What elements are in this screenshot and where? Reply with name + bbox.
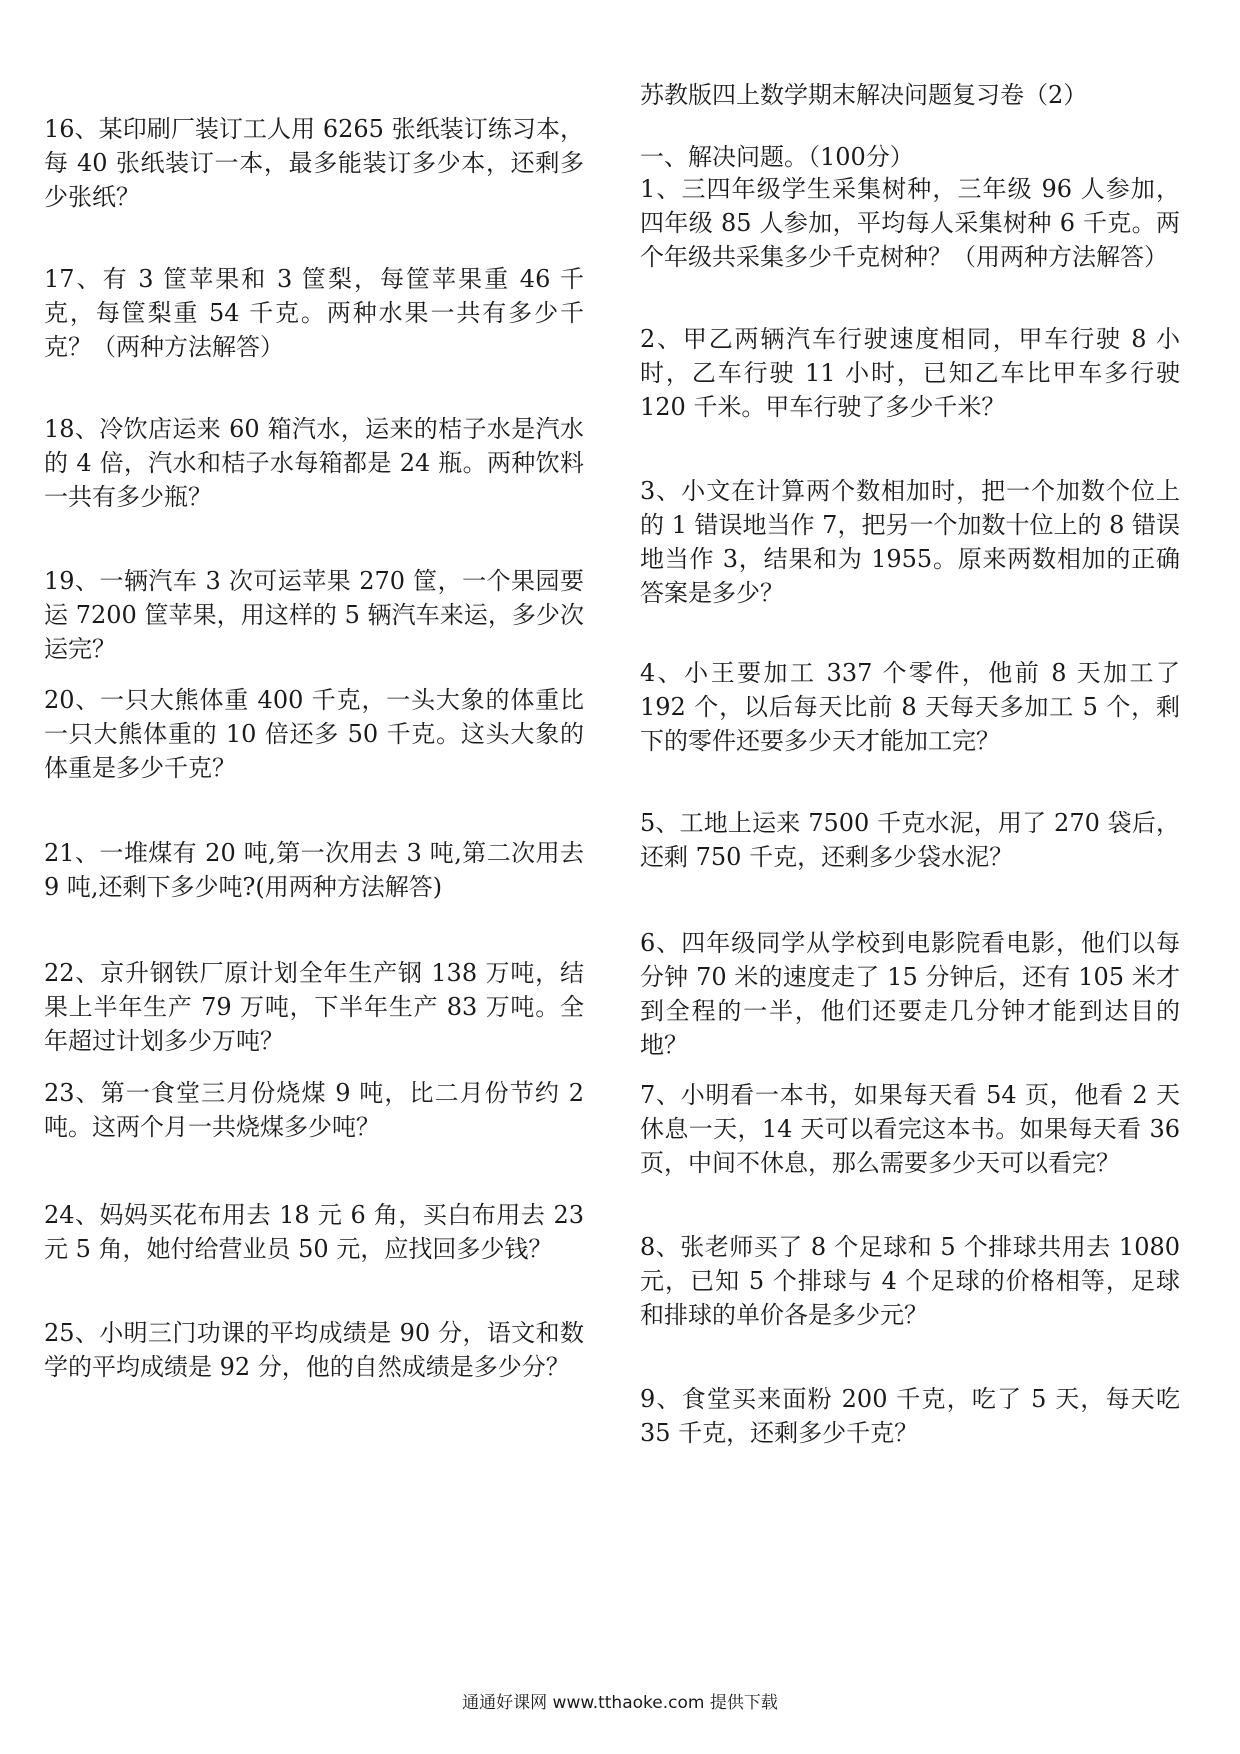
question-25: 25、小明三门功课的平均成绩是 90 分，语文和数学的平均成绩是 92 分，他的自然成绩是多少分？ [44, 1319, 584, 1381]
question-8: 8、张老师买了 8 个足球和 5 个排球共用去 1080 元，已知 5 个排球与 4 个足球的价格相等，足球和排球的单价各是多少元？ [640, 1233, 1180, 1329]
question-17: 17、有 3 筐苹果和 3 筐梨，每筐苹果重 46 千克，每筐梨重 54 千克。两种水果一共有多少千克？（两种方法解答） [44, 265, 584, 361]
question-18: 18、冷饮店运来 60 箱汽水，运来的桔子水是汽水的 4 倍，汽水和桔子水每箱都是 24 瓶。两种饮料一共有多少瓶？ [44, 415, 584, 511]
question-4: 4、小王要加工 337 个零件，他前 8 天加工了 192 个，以后每天比前 8 天每天多加工 5 个，剩下的零件还要多少天才能加工完？ [640, 659, 1180, 755]
question-22: 22、京升钢铁厂原计划全年生产钢 138 万吨，结果上半年生产 79 万吨，下半年生产 83 万吨。全年超过计划多少万吨？ [44, 959, 584, 1055]
question-20: 20、一只大熊体重 400 千克，一头大象的体重比一只大熊体重的 10 倍还多 50 千克。这头大象的体重是多少千克？ [44, 686, 584, 782]
section-heading: 一、解决问题。（100分） [640, 143, 914, 171]
question-2: 2、甲乙两辆汽车行驶速度相同，甲车行驶 8 小时，乙车行驶 11 小时，已知乙车比甲车多行驶 120 千米。甲车行驶了多少千米？ [640, 325, 1180, 421]
question-23: 23、第一食堂三月份烧煤 9 吨，比二月份节约 2 吨。这两个月一共烧煤多少吨？ [44, 1079, 584, 1141]
question-3: 3、小文在计算两个数相加时，把一个加数个位上的 1 错误地当作 7，把另一个加数十位上的 8 错误地当作 3，结果和为 1955。原来两数相加的正确答案是多少？ [640, 477, 1180, 607]
question-24: 24、妈妈买花布用去 18 元 6 角，买白布用去 23 元 5 角，她付给营业员 50 元，应找回多少钱？ [44, 1201, 584, 1263]
page-title: 苏教版四上数学期末解决问题复习卷（2） [640, 81, 1088, 109]
question-16: 16、某印刷厂装订工人用 6265 张纸装订练习本，每 40 张纸装订一本，最多能装订多少本，还剩多少张纸？ [44, 115, 584, 211]
question-1: 1、三四年级学生采集树种，三年级 96 人参加，四年级 85 人参加，平均每人采集树种 6 千克。两个年级共采集多少千克树种？（用两种方法解答） [640, 175, 1180, 271]
question-9: 9、食堂买来面粉 200 千克，吃了 5 天，每天吃 35 千克，还剩多少千克？ [640, 1385, 1180, 1447]
question-21: 21、一堆煤有 20 吨,第一次用去 3 吨,第二次用去 9 吨,还剩下多少吨?(用两种方法解答) [44, 839, 584, 901]
question-19: 19、一辆汽车 3 次可运苹果 270 筐，一个果园要运 7200 筐苹果，用这样的 5 辆汽车来运，多少次运完？ [44, 567, 584, 663]
question-7: 7、小明看一本书，如果每天看 54 页，他看 2 天休息一天，14 天可以看完这本书。如果每天看 36 页，中间不休息，那么需要多少天可以看完？ [640, 1081, 1180, 1177]
footer-credit: 通通好课网 www.tthaoke.com 提供下载 [462, 1693, 778, 1713]
question-5: 5、工地上运来 7500 千克水泥，用了 270 袋后，还剩 750 千克，还剩多少袋水泥？ [640, 809, 1180, 871]
question-6: 6、四年级同学从学校到电影院看电影，他们以每分钟 70 米的速度走了 15 分钟后，还有 105 米才到全程的一半，他们还要走几分钟才能到达目的地？ [640, 929, 1180, 1059]
